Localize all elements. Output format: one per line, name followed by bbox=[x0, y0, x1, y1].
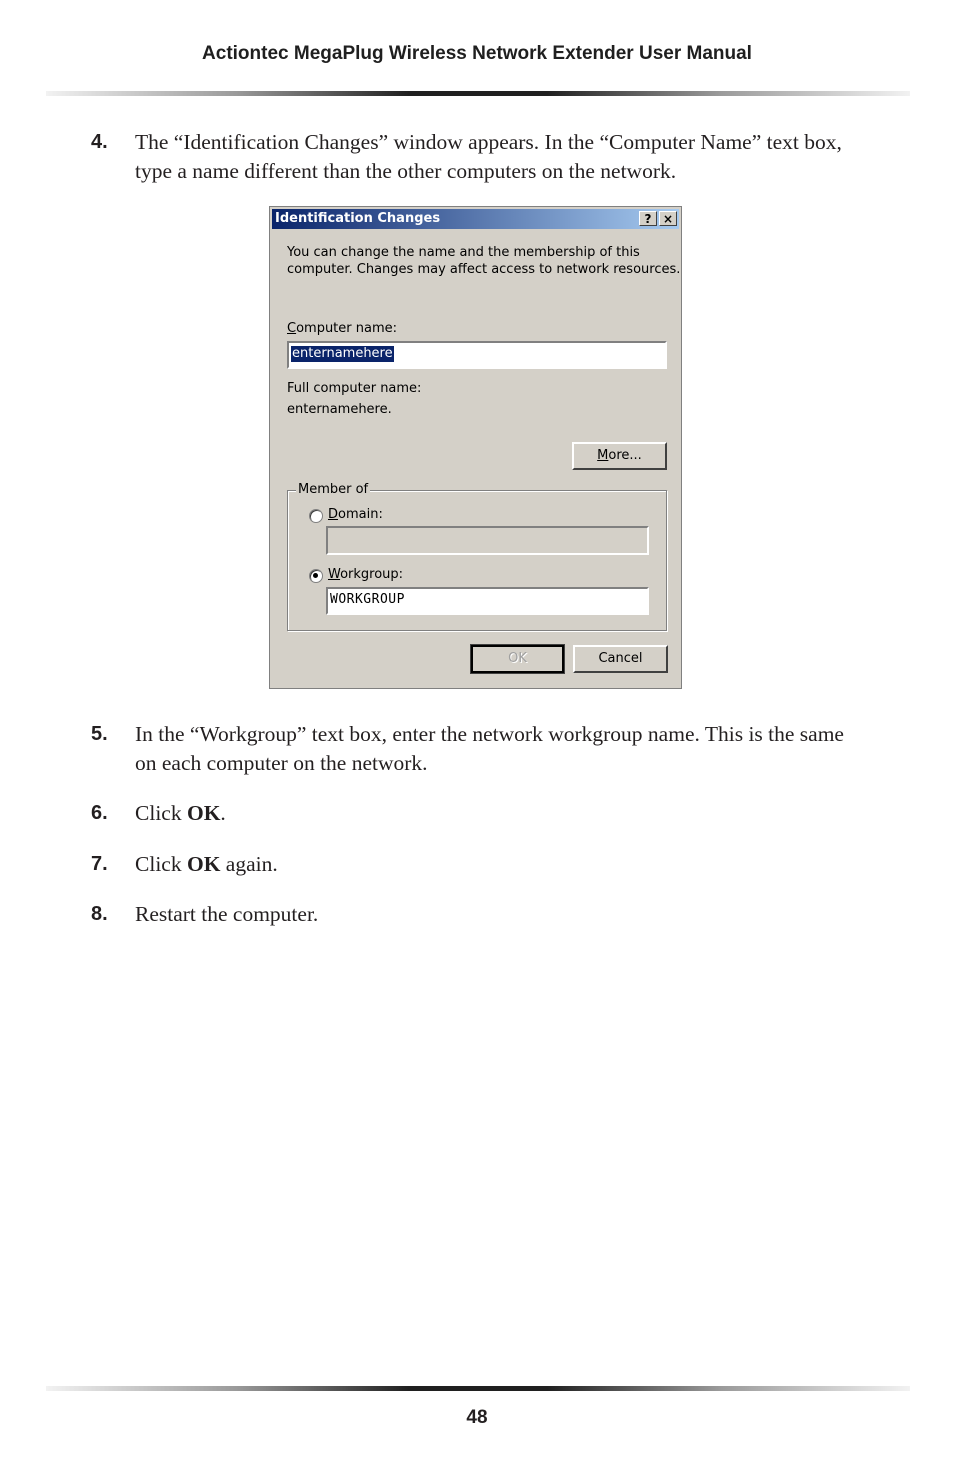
dialog-intro-line-2: computer. Changes may affect access to network resources. bbox=[287, 262, 681, 277]
document-header-title: Actiontec MegaPlug Wireless Network Extender User Manual bbox=[202, 43, 752, 64]
step-text bbox=[135, 799, 865, 828]
close-icon[interactable]: × bbox=[659, 211, 677, 226]
more-button-label: ore... bbox=[608, 448, 642, 463]
step-text-bold: OK bbox=[186, 852, 221, 876]
workgroup-value: WORKGROUP bbox=[330, 592, 405, 607]
step-text: In the “Workgroup” text box, enter the network workgroup name. This is the same on each computer on the network. bbox=[135, 722, 844, 775]
computer-name-input[interactable] bbox=[287, 341, 667, 369]
step-text-post: . bbox=[220, 801, 226, 825]
dialog-title-bar bbox=[272, 209, 679, 229]
step-number: 4. bbox=[91, 131, 108, 153]
dialog-intro-line-1: You can change the name and the membership of this bbox=[287, 245, 640, 260]
domain-label-text: omain: bbox=[338, 507, 383, 522]
step-text-pre: Click bbox=[135, 852, 187, 876]
ok-button[interactable]: OK bbox=[471, 645, 564, 673]
member-of-group bbox=[287, 482, 667, 631]
computer-name-label bbox=[287, 321, 397, 336]
identification-changes-dialog bbox=[269, 206, 682, 689]
workgroup-input[interactable] bbox=[326, 587, 649, 615]
domain-radio[interactable] bbox=[309, 509, 323, 523]
workgroup-radio[interactable] bbox=[309, 569, 323, 583]
step-text: The “Identification Changes” window appears. In the “Computer Name” text box, type a name different than the other computers on the network. bbox=[135, 130, 842, 183]
member-of-label: Member of bbox=[298, 482, 369, 497]
full-computer-name-label: Full computer name: bbox=[287, 381, 422, 396]
domain-label bbox=[328, 507, 383, 522]
more-accesskey: M bbox=[597, 448, 609, 463]
step-number: 8. bbox=[91, 903, 108, 925]
footer-rule bbox=[46, 1386, 910, 1391]
step-number: 7. bbox=[91, 853, 108, 875]
cancel-button[interactable]: Cancel bbox=[573, 645, 668, 673]
step-text-pre: Click bbox=[135, 801, 187, 825]
header-rule bbox=[46, 91, 910, 96]
more-button[interactable] bbox=[572, 442, 667, 470]
workgroup-radio-dot bbox=[313, 573, 318, 578]
domain-input[interactable] bbox=[326, 526, 649, 555]
computer-name-accesskey: C bbox=[287, 321, 297, 336]
computer-name-value: enternamehere bbox=[292, 346, 393, 361]
step-text: Restart the computer. bbox=[135, 902, 319, 926]
workgroup-accesskey: W bbox=[328, 567, 341, 582]
step-text-post: again. bbox=[220, 852, 278, 876]
help-icon[interactable]: ? bbox=[639, 211, 657, 226]
step-text bbox=[135, 850, 865, 879]
dialog-title: Identification Changes bbox=[275, 211, 441, 226]
step-text-bold: OK bbox=[186, 801, 221, 825]
workgroup-label bbox=[328, 567, 403, 582]
step-number: 6. bbox=[91, 802, 108, 824]
computer-name-label-text: omputer name: bbox=[296, 321, 398, 336]
page-number: 48 bbox=[466, 1407, 488, 1428]
full-computer-name-value: enternamehere. bbox=[287, 402, 392, 417]
step-number: 5. bbox=[91, 723, 108, 745]
domain-accesskey: D bbox=[328, 507, 339, 522]
workgroup-label-text: orkgroup: bbox=[340, 567, 404, 582]
